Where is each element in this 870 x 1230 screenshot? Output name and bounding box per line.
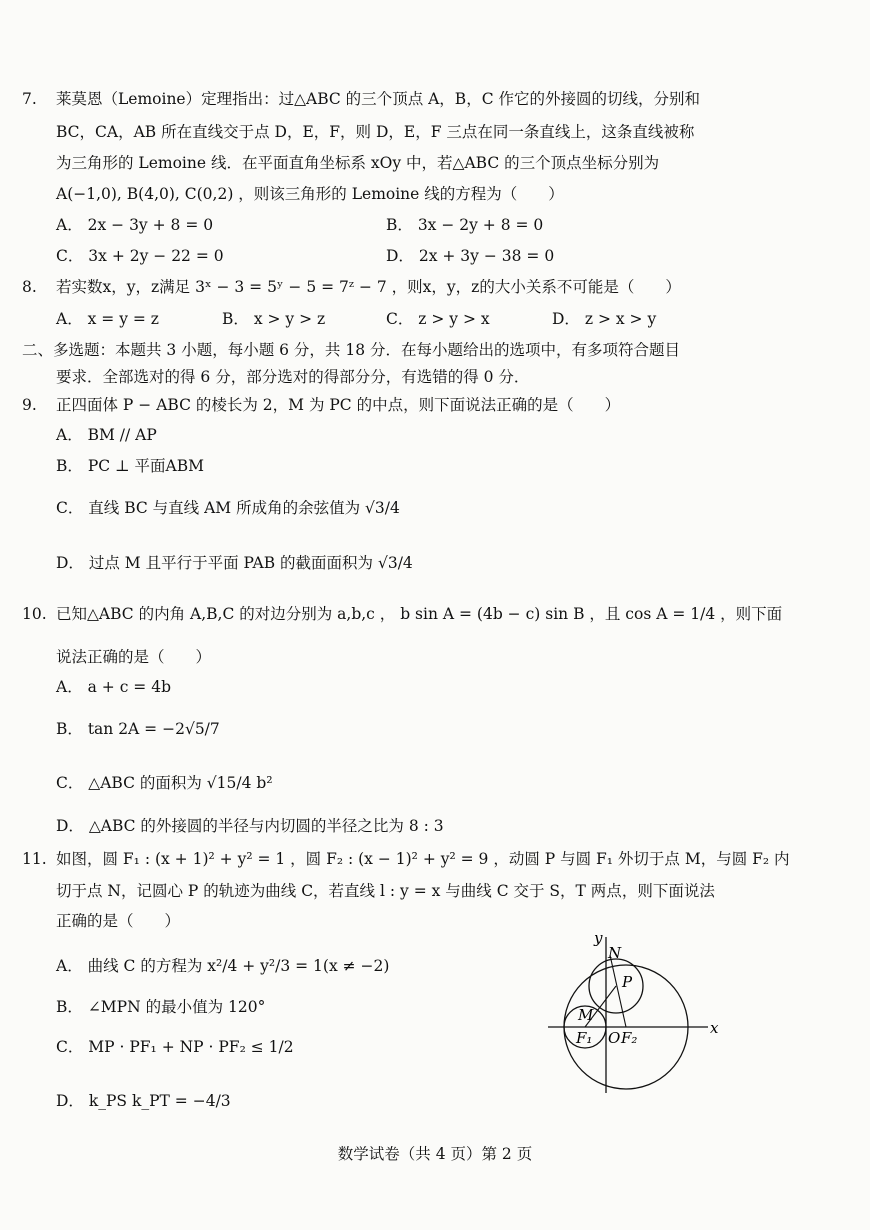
- label-n: N: [608, 944, 622, 962]
- q7-line-3: 为三角形的 Lemoine 线．在平面直角坐标系 xOy 中，若△ABC 的三个顶点坐标分别为: [56, 154, 660, 172]
- q10-option-c: C． △ABC 的面积为 √15/4 b²: [56, 774, 273, 792]
- q11-option-b: B． ∠MPN 的最小值为 120°: [56, 998, 266, 1016]
- label-y: y: [594, 929, 603, 947]
- q11-option-c: C． MP · PF₁ + NP · PF₂ ≤ 1/2: [56, 1038, 294, 1056]
- label-x: x: [710, 1019, 719, 1037]
- q7-line-1: 莱莫恩（Lemoine）定理指出：过△ABC 的三个顶点 A，B，C 作它的外接圆的切线，分别和: [56, 90, 700, 108]
- q7-option-a: A． 2x − 3y + 8 = 0: [56, 216, 214, 234]
- q11-line-1: 如图，圆 F₁ : (x + 1)² + y² = 1 ，圆 F₂ : (x − 1)² + y² = 9 ，动圆 P 与圆 F₁ 外切于点 M，与圆 F₂ 内: [56, 850, 790, 868]
- q10-option-a: A． a + c = 4b: [56, 678, 172, 696]
- q8-option-a: A． x = y = z: [56, 310, 159, 328]
- q8-option-b: B． x > y > z: [222, 310, 326, 328]
- q11-option-d: D． k_PS k_PT = −4/3: [56, 1092, 231, 1110]
- q8-option-c: C． z > y > x: [386, 310, 490, 328]
- q10-number: 10.: [22, 605, 47, 623]
- q7-option-b: B． 3x − 2y + 8 = 0: [386, 216, 544, 234]
- q9-option-c: C． 直线 BC 与直线 AM 所成角的余弦值为 √3/4: [56, 499, 400, 517]
- q9-line: 正四面体 P − ABC 的棱长为 2，M 为 PC 的中点，则下面说法正确的是（ ）: [56, 396, 621, 414]
- q10-line-2: 说法正确的是（ ）: [56, 648, 212, 666]
- q8-option-d: D． z > x > y: [552, 310, 657, 328]
- q11-figure: [540, 925, 730, 1095]
- q8-number: 8.: [22, 278, 37, 296]
- q7-number: 7.: [22, 90, 37, 108]
- q9-option-b: B． PC ⊥ 平面ABM: [56, 457, 204, 475]
- q11-number: 11.: [22, 850, 47, 868]
- q10-line-1: 已知△ABC 的内角 A,B,C 的对边分别为 a,b,c ， b sin A = (4b − c) sin B ，且 cos A = 1/4 ，则下面: [56, 605, 783, 623]
- q11-line-2: 切于点 N，记圆心 P 的轨迹为曲线 C，若直线 l : y = x 与曲线 C 交于 S，T 两点，则下面说法: [56, 882, 715, 900]
- q9-option-d: D． 过点 M 且平行于平面 PAB 的截面面积为 √3/4: [56, 554, 413, 572]
- page-footer: 数学试卷（共 4 页）第 2 页: [337, 1145, 533, 1163]
- q10-option-d: D． △ABC 的外接圆的半径与内切圆的半径之比为 8 : 3: [56, 817, 444, 835]
- label-m: M: [578, 1006, 594, 1024]
- q10-option-b: B． tan 2A = −2√5/7: [56, 720, 220, 738]
- q11-line-3: 正确的是（ ）: [56, 912, 181, 930]
- section2-line-2: 要求．全部选对的得 6 分，部分选对的得部分分，有选错的得 0 分．: [56, 368, 530, 386]
- label-o: O: [608, 1029, 621, 1047]
- q11-option-a: A． 曲线 C 的方程为 x²/4 + y²/3 = 1(x ≠ −2): [56, 957, 390, 975]
- q7-option-d: D． 2x + 3y − 38 = 0: [386, 247, 555, 265]
- label-f2: F₂: [621, 1029, 638, 1047]
- label-p: P: [622, 973, 633, 991]
- label-f1: F₁: [576, 1029, 593, 1047]
- q7-option-c: C． 3x + 2y − 22 = 0: [56, 247, 224, 265]
- section2-line-1: 二、多选题：本题共 3 小题，每小题 6 分，共 18 分．在每小题给出的选项中，有多项符合题目: [22, 341, 681, 359]
- q7-line-2: BC，CA，AB 所在直线交于点 D，E，F，则 D，E，F 三点在同一条直线上，这条直线被称: [56, 123, 695, 141]
- q8-line: 若实数x，y，z满足 3ˣ − 3 = 5ʸ − 5 = 7ᶻ − 7 ，则x，y，z的大小关系不可能是（ ）: [56, 278, 681, 296]
- q9-option-a: A． BM // AP: [56, 426, 157, 444]
- q9-number: 9.: [22, 396, 37, 414]
- q7-line-4: A(−1,0), B(4,0), C(0,2) ，则该三角形的 Lemoine 线的方程为（ ）: [56, 185, 564, 203]
